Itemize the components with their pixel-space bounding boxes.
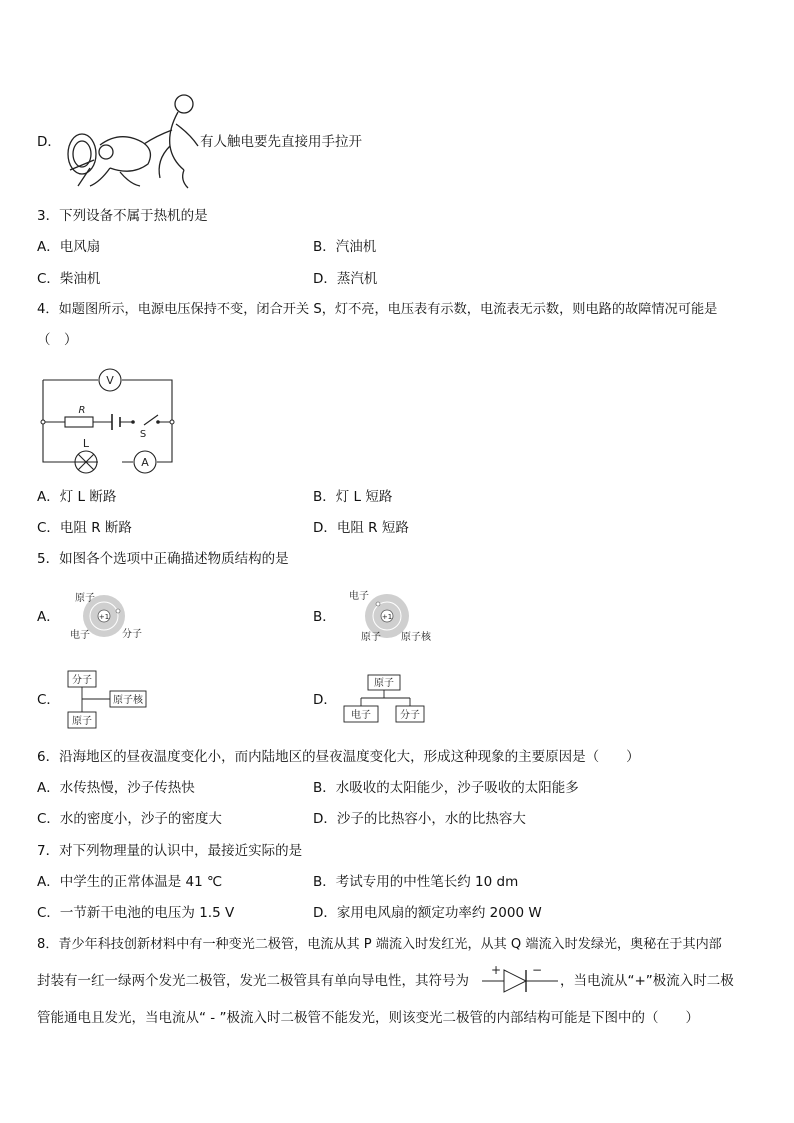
q6-stem: 6．沿海地区的昼夜温度变化小，而内陆地区的昼夜温度变化大，形成这种现象的主要原因是（ ） xyxy=(37,749,640,765)
q5-figure-b-atom-model xyxy=(345,590,435,646)
q7-option-d: D．家用电风扇的额定功率约 2000 W xyxy=(313,905,542,921)
q5-option-d-label: D． xyxy=(313,692,337,708)
q7-stem: 7．对下列物理量的认识中，最接近实际的是 xyxy=(37,843,303,859)
q5-figure-b-left-label: 原子 xyxy=(361,632,381,643)
q4-circuit-diagram xyxy=(40,365,180,475)
q5-figure-b-top-label: 电子 xyxy=(349,591,369,602)
q5-figure-a-right-label: 分子 xyxy=(122,629,142,640)
q5-figure-a-center: +1 xyxy=(98,613,110,621)
q4-lamp-label: L xyxy=(82,437,90,450)
q4-option-b: B．灯 L 短路 xyxy=(313,489,393,505)
q4-ammeter-label: A xyxy=(141,456,149,469)
q4-voltmeter-label: V xyxy=(106,374,114,387)
q5-option-c-label: C． xyxy=(37,692,60,708)
electric-shock-illustration xyxy=(60,90,205,190)
q3-stem: 3．下列设备不属于热机的是 xyxy=(37,208,208,224)
q4-option-d: D．电阻 R 短路 xyxy=(313,520,409,536)
q3-option-c: C．柴油机 xyxy=(37,271,101,287)
q6-option-a: A．水传热慢，沙子传热快 xyxy=(37,780,195,796)
q4-option-c: C．电阻 R 断路 xyxy=(37,520,132,536)
q2-option-d-text: 有人触电要先直接用手拉开 xyxy=(200,134,362,150)
q4-stem-line1: 4．如题图所示，电源电压保持不变，闭合开关 S，灯不亮，电压表有示数，电流表无示数，则电路的故障情况可能是 xyxy=(37,302,718,317)
q7-option-c: C．一节新干电池的电压为 1.5 V xyxy=(37,905,235,921)
q6-option-c: C．水的密度小，沙子的密度大 xyxy=(37,811,222,827)
q6-option-d: D．沙子的比热容小，水的比热容大 xyxy=(313,811,526,827)
q4-option-a: A．灯 L 断路 xyxy=(37,489,117,505)
q8-line1: 8．青少年科技创新材料中有一种变光二极管，电流从其 P 端流入时发红光，从其 Q 端流入时发绿光，奥秘在于其内部 xyxy=(37,937,722,952)
q5-figure-d-left: 电子 xyxy=(351,710,371,721)
q6-option-b: B．水吸收的太阳能少，沙子吸收的太阳能多 xyxy=(313,780,579,796)
q5-figure-b-right-label: 原子核 xyxy=(401,632,431,643)
q5-figure-d-top: 原子 xyxy=(374,678,394,689)
q5-option-b-label: B． xyxy=(313,609,336,625)
q3-option-d: D．蒸汽机 xyxy=(313,271,378,287)
q5-figure-a-top-label: 原子 xyxy=(75,593,95,604)
q5-option-a-label: A． xyxy=(37,609,60,625)
q5-figure-c-box3: 原子核 xyxy=(113,695,143,706)
q3-option-a: A．电风扇 xyxy=(37,239,101,255)
diode-plus-sign: + xyxy=(490,963,502,977)
q8-line2-part2: ，当电流从“+”极流入时二极 xyxy=(560,973,734,989)
q5-stem: 5．如图各个选项中正确描述物质结构的是 xyxy=(37,551,289,567)
q4-stem-line2: （ ） xyxy=(37,332,78,348)
diode-symbol-icon xyxy=(482,962,558,996)
q5-figure-a-atom-model xyxy=(68,590,148,646)
q5-figure-b-center: +1 xyxy=(381,613,393,621)
q5-figure-d-hierarchy xyxy=(340,672,430,728)
q4-resistor-label: R xyxy=(78,405,86,416)
q8-line3: 管能通电且发光，当电流从“ - ”极流入时二极管不能发光，则该变光二极管的内部结构可能是下图中的（ ） xyxy=(37,1010,699,1026)
q4-switch-label: S xyxy=(139,429,147,440)
q3-option-b: B．汽油机 xyxy=(313,239,377,255)
q2-option-d-label: D． xyxy=(37,134,61,150)
q5-figure-c-box1: 分子 xyxy=(72,675,92,686)
q5-figure-a-left-label: 电子 xyxy=(70,630,90,641)
q5-figure-c-box2: 原子 xyxy=(72,716,92,727)
q5-figure-d-right: 分子 xyxy=(400,710,420,721)
q8-line2-part1: 封装有一红一绿两个发光二极管，发光二极管具有单向导电性，其符号为 xyxy=(37,973,469,989)
q5-figure-c-hierarchy xyxy=(66,668,150,732)
q7-option-a: A．中学生的正常体温是 41 ℃ xyxy=(37,874,223,890)
diode-minus-sign: − xyxy=(531,963,543,977)
q7-option-b: B．考试专用的中性笔长约 10 dm xyxy=(313,874,519,890)
